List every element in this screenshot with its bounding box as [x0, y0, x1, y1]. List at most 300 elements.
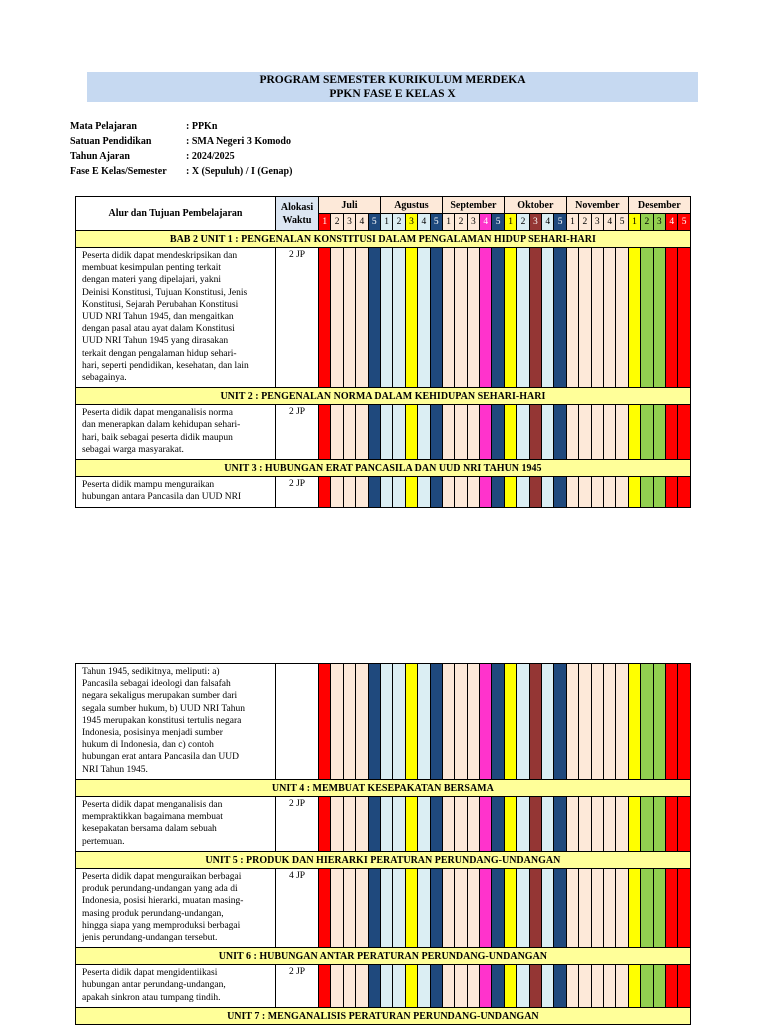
learning-objective-line: Pancasila sebagai ideologi dan falsafah — [82, 679, 231, 690]
week-cell — [579, 405, 591, 460]
week-cell — [380, 869, 392, 948]
week-cell — [579, 477, 591, 507]
week-cell — [393, 797, 405, 852]
week-cell — [603, 965, 615, 1008]
week-cell — [653, 405, 665, 460]
week-cell — [467, 869, 479, 948]
meta-value: : 2024/2025 — [186, 151, 235, 162]
week-cell — [480, 664, 492, 780]
week-cell — [492, 248, 504, 388]
meta-label: Fase E Kelas/Semester — [70, 166, 167, 177]
week-cell — [467, 965, 479, 1008]
week-cell — [319, 869, 331, 948]
week-cell — [504, 664, 516, 780]
week-cell — [430, 477, 442, 507]
learning-objective-line: produk perundang-undangan yang ada di — [82, 884, 238, 895]
schedule-table — [75, 196, 691, 508]
week-cell — [430, 797, 442, 852]
learning-objective-line: Tahun 1945, sedikitnya, meliputi: a) — [82, 667, 220, 677]
week-number: 4 — [666, 214, 678, 231]
week-cell — [467, 248, 479, 388]
week-cell — [529, 477, 541, 507]
week-cell — [480, 869, 492, 948]
learning-objective-line: Peserta didik dapat menganalisis dan — [82, 800, 223, 810]
section-title: UNIT 2 : PENGENALAN NORMA DALAM KEHIDUPAN SEHARI-HARI — [76, 388, 691, 405]
week-cell — [418, 477, 430, 507]
week-cell — [455, 405, 467, 460]
week-number: 1 — [442, 214, 454, 231]
week-cell — [554, 664, 566, 780]
week-cell — [331, 477, 343, 507]
month-header: September — [442, 197, 504, 214]
learning-objective-line: Peserta didik dapat mendeskripsikan dan — [82, 251, 238, 261]
learning-objective-line: dan menerapkan dalam kehidupan sehari- — [82, 420, 241, 431]
learning-objective-line: hubungan antara Pancasila dan UUD NRI — [82, 492, 242, 503]
week-cell — [678, 664, 690, 780]
week-cell — [641, 797, 653, 852]
week-cell — [331, 797, 343, 852]
alokasi-waktu-cell: 2 JP — [276, 797, 319, 852]
week-cell — [492, 405, 504, 460]
week-cell — [331, 965, 343, 1008]
week-number: 5 — [430, 214, 442, 231]
week-cell — [343, 869, 355, 948]
week-cell — [393, 664, 405, 780]
week-cell — [393, 869, 405, 948]
alokasi-waktu-cell: 2 JP — [276, 965, 319, 1008]
week-cell — [529, 797, 541, 852]
week-cell — [343, 477, 355, 507]
week-cell — [418, 405, 430, 460]
learning-objective-line: Peserta didik dapat menganalisis norma — [82, 408, 233, 419]
learning-objective-line: Peserta didik dapat menguraikan berbagai — [82, 872, 242, 882]
week-cell — [554, 965, 566, 1008]
week-cell — [418, 664, 430, 780]
week-cell — [604, 477, 616, 507]
week-cell — [319, 477, 331, 507]
week-cell — [566, 869, 578, 948]
alokasi-waktu-cell: 2 JP — [276, 405, 319, 460]
week-cell — [504, 965, 516, 1008]
week-cell — [653, 477, 665, 507]
week-cell — [579, 869, 591, 948]
week-cell — [566, 477, 578, 507]
week-cell — [591, 869, 603, 948]
week-cell — [480, 965, 492, 1008]
week-number: 1 — [380, 214, 392, 231]
week-number: 1 — [628, 214, 640, 231]
week-cell — [480, 248, 492, 388]
week-number: 4 — [356, 214, 368, 231]
week-cell — [628, 664, 640, 780]
week-cell — [542, 797, 554, 852]
meta-row — [70, 164, 292, 179]
meta-label: Satuan Pendidikan — [70, 136, 152, 147]
week-cell — [591, 477, 603, 507]
week-cell — [319, 405, 331, 460]
week-cell — [678, 965, 690, 1008]
week-cell — [628, 869, 640, 948]
week-cell — [368, 869, 380, 948]
week-cell — [405, 797, 417, 852]
learning-objective-line: Peserta didik mampu menguraikan — [82, 480, 215, 491]
table-row — [76, 797, 691, 852]
header-alur-tujuan: Alur dan Tujuan Pembelajaran — [76, 197, 276, 231]
learning-objective-line: NRI Tahun 1945. — [82, 764, 148, 775]
week-number: 3 — [653, 214, 665, 231]
learning-objective-cell — [76, 797, 276, 852]
week-cell — [529, 248, 541, 388]
week-cell — [678, 869, 690, 948]
week-number: 5 — [678, 214, 690, 231]
week-cell — [430, 664, 442, 780]
section-title: UNIT 7 : MENGANALISIS PERATURAN PERUNDANG-UNDANGAN — [76, 1008, 691, 1025]
week-number: 3 — [405, 214, 417, 231]
schedule-table — [75, 663, 691, 1025]
week-cell — [566, 797, 578, 852]
week-cell — [641, 664, 653, 780]
week-cell — [529, 965, 541, 1008]
week-cell — [542, 405, 554, 460]
week-cell — [430, 965, 442, 1008]
table-row — [76, 869, 691, 948]
week-cell — [678, 797, 690, 852]
week-cell — [529, 664, 541, 780]
week-cell — [442, 477, 454, 507]
week-number: 1 — [566, 214, 578, 231]
week-number: 3 — [467, 214, 479, 231]
week-cell — [603, 797, 615, 852]
week-number: 2 — [331, 214, 343, 231]
week-cell — [616, 869, 628, 948]
week-cell — [368, 405, 380, 460]
week-number: 2 — [517, 214, 529, 231]
week-cell — [430, 869, 442, 948]
learning-objective-line: hari, seperti pendidikan, kesehatan, dan lain — [82, 360, 249, 371]
week-cell — [418, 797, 430, 852]
week-cell — [517, 405, 529, 460]
week-cell — [343, 965, 355, 1008]
week-cell — [467, 797, 479, 852]
learning-objective-line: Peserta didik dapat mengidentiikasi — [82, 968, 218, 979]
learning-objective-line: membuat kesimpulan penting terkait — [82, 263, 222, 274]
section-row — [76, 388, 691, 405]
week-cell — [393, 248, 405, 388]
section-row — [76, 780, 691, 797]
week-cell — [343, 405, 355, 460]
week-cell — [591, 248, 603, 388]
learning-objective-line: hukum di Indonesia, dan c) contoh — [82, 740, 214, 751]
alokasi-waktu-cell: 2 JP — [276, 477, 319, 507]
week-cell — [504, 869, 516, 948]
week-cell — [542, 869, 554, 948]
week-cell — [653, 664, 665, 780]
week-cell — [641, 477, 653, 507]
week-cell — [380, 477, 392, 507]
week-cell — [591, 797, 603, 852]
meta-value: : PPKn — [186, 121, 218, 132]
week-cell — [517, 797, 529, 852]
learning-objective-line: 1945 merupakan konstitusi tertulis negara — [82, 715, 242, 726]
week-cell — [591, 405, 603, 460]
week-cell — [542, 248, 554, 388]
week-cell — [666, 405, 678, 460]
week-number: 2 — [579, 214, 591, 231]
learning-objective-line: UUD NRI Tahun 1945, dan mengaitkan — [82, 312, 234, 323]
week-cell — [380, 797, 392, 852]
week-cell — [653, 965, 665, 1008]
learning-objective-line: UUD NRI Tahun 1945 yang dirasakan — [82, 336, 229, 347]
week-cell — [331, 248, 343, 388]
week-cell — [418, 248, 430, 388]
week-cell — [603, 664, 615, 780]
week-number: 5 — [554, 214, 566, 231]
week-cell — [579, 965, 591, 1008]
week-cell — [678, 248, 690, 388]
week-cell — [380, 965, 392, 1008]
week-cell — [517, 869, 529, 948]
header-row-months — [76, 197, 691, 214]
week-cell — [628, 965, 640, 1008]
week-cell — [628, 405, 640, 460]
week-cell — [529, 869, 541, 948]
week-cell — [529, 405, 541, 460]
learning-objective-line: hubungan antar perundang-undangan, — [82, 980, 226, 991]
table-row — [76, 405, 691, 460]
week-number: 2 — [455, 214, 467, 231]
week-cell — [430, 405, 442, 460]
learning-objective-line: hari, baik sebagai peserta didik maupun — [82, 432, 233, 443]
week-cell — [604, 248, 616, 388]
learning-objective-line: masing produk perundang-undangan, — [82, 908, 224, 919]
week-cell — [430, 248, 442, 388]
week-cell — [405, 965, 417, 1008]
document-title-line-1: PROGRAM SEMESTER KURIKULUM MERDEKA — [259, 74, 526, 86]
alokasi-waktu-cell: 4 JP — [276, 869, 319, 948]
week-cell — [641, 965, 653, 1008]
week-cell — [628, 477, 640, 507]
week-cell — [504, 797, 516, 852]
week-number: 5 — [616, 214, 628, 231]
week-cell — [616, 477, 628, 507]
week-cell — [467, 664, 479, 780]
learning-objective-line: hubungan erat antara Pancasila dan UUD — [82, 752, 239, 763]
week-cell — [666, 477, 678, 507]
week-cell — [492, 797, 504, 852]
learning-objective-line: dengan pasal atau ayat dalam Konstitusi — [82, 324, 235, 335]
week-number: 4 — [480, 214, 492, 231]
week-cell — [603, 869, 615, 948]
learning-objective-line: Indonesia, posisinya menjadi sumber — [82, 728, 223, 739]
learning-objective-cell — [76, 248, 276, 388]
week-cell — [455, 797, 467, 852]
section-row — [76, 852, 691, 869]
week-cell — [480, 797, 492, 852]
week-cell — [616, 797, 628, 852]
week-cell — [566, 664, 578, 780]
week-cell — [319, 664, 331, 780]
week-number: 5 — [368, 214, 380, 231]
schedule-table-page-2 — [75, 663, 691, 1025]
learning-objective-line: negara sekaligus merupakan sumber dari — [82, 691, 238, 702]
week-cell — [368, 248, 380, 388]
section-row — [76, 231, 691, 248]
week-cell — [442, 797, 454, 852]
meta-value: : X (Sepuluh) / I (Genap) — [186, 166, 293, 177]
month-header: November — [566, 197, 628, 214]
week-cell — [480, 477, 492, 507]
week-cell — [442, 248, 454, 388]
week-number: 4 — [542, 214, 554, 231]
week-cell — [616, 664, 628, 780]
week-cell — [405, 248, 417, 388]
week-cell — [356, 248, 368, 388]
week-cell — [418, 869, 430, 948]
table-row — [76, 965, 691, 1008]
section-row — [76, 948, 691, 965]
week-cell — [343, 797, 355, 852]
week-cell — [504, 248, 516, 388]
week-cell — [566, 405, 578, 460]
week-number: 3 — [343, 214, 355, 231]
week-cell — [368, 477, 380, 507]
week-cell — [356, 797, 368, 852]
section-row — [76, 1008, 691, 1025]
learning-objective-cell — [76, 869, 276, 948]
week-cell — [442, 965, 454, 1008]
meta-row — [70, 119, 292, 134]
month-header: Juli — [319, 197, 381, 214]
week-cell — [331, 869, 343, 948]
learning-objective-line: sebagainya. — [82, 373, 127, 384]
meta-row — [70, 149, 292, 164]
learning-objective-cell — [76, 965, 276, 1008]
week-cell — [591, 664, 603, 780]
week-cell — [579, 797, 591, 852]
week-cell — [554, 477, 566, 507]
week-cell — [616, 248, 628, 388]
week-cell — [616, 965, 628, 1008]
section-title: UNIT 6 : HUBUNGAN ANTAR PERATURAN PERUNDANG-UNDANGAN — [76, 948, 691, 965]
week-cell — [566, 965, 578, 1008]
week-cell — [418, 965, 430, 1008]
week-cell — [641, 405, 653, 460]
week-cell — [343, 664, 355, 780]
table-row — [76, 248, 691, 388]
week-cell — [492, 965, 504, 1008]
week-cell — [641, 869, 653, 948]
alokasi-waktu-cell — [276, 664, 319, 780]
week-cell — [616, 405, 628, 460]
document-title-line-2: PPKN FASE E KELAS X — [329, 88, 456, 100]
week-number: 1 — [319, 214, 331, 231]
week-cell — [356, 965, 368, 1008]
learning-objective-line: segala sumber hukum, b) UUD NRI Tahun — [82, 703, 246, 714]
week-cell — [368, 664, 380, 780]
month-header: Desember — [628, 197, 690, 214]
learning-objective-line: Indonesia, posisi hierarki, muatan masing- — [82, 896, 244, 907]
week-cell — [641, 248, 653, 388]
learning-objective-line: dengan materi yang dipelajari, yakni — [82, 275, 222, 286]
week-cell — [653, 248, 665, 388]
week-cell — [542, 477, 554, 507]
document-title-box — [87, 72, 698, 102]
week-cell — [628, 248, 640, 388]
week-cell — [517, 477, 529, 507]
week-number: 1 — [504, 214, 516, 231]
week-cell — [517, 965, 529, 1008]
week-cell — [480, 405, 492, 460]
meta-value: : SMA Negeri 3 Komodo — [186, 136, 291, 147]
week-number: 4 — [418, 214, 430, 231]
week-cell — [554, 869, 566, 948]
week-cell — [319, 965, 331, 1008]
week-cell — [319, 248, 331, 388]
week-cell — [331, 664, 343, 780]
week-cell — [356, 869, 368, 948]
week-cell — [405, 405, 417, 460]
week-cell — [665, 965, 677, 1008]
week-cell — [591, 965, 603, 1008]
learning-objective-line: sebagai warga masyarakat. — [82, 444, 184, 455]
week-number: 2 — [393, 214, 405, 231]
week-cell — [554, 797, 566, 852]
week-cell — [442, 664, 454, 780]
week-cell — [455, 664, 467, 780]
learning-objective-cell — [76, 664, 276, 780]
week-cell — [356, 477, 368, 507]
schedule-table-page-1 — [75, 196, 691, 508]
week-cell — [368, 965, 380, 1008]
document-meta — [70, 119, 292, 179]
week-cell — [653, 869, 665, 948]
week-cell — [368, 797, 380, 852]
week-cell — [665, 664, 677, 780]
week-cell — [665, 797, 677, 852]
week-cell — [628, 797, 640, 852]
week-cell — [653, 797, 665, 852]
week-cell — [517, 664, 529, 780]
learning-objective-line: pertemuan. — [82, 836, 125, 847]
week-cell — [579, 664, 591, 780]
month-header: Agustus — [380, 197, 442, 214]
learning-objective-line: hingga siapa yang memproduksi berbagai — [82, 920, 241, 931]
table-row — [76, 664, 691, 780]
week-cell — [467, 477, 479, 507]
week-cell — [504, 477, 516, 507]
week-cell — [517, 248, 529, 388]
week-cell — [554, 405, 566, 460]
learning-objective-cell — [76, 405, 276, 460]
week-cell — [678, 405, 690, 460]
week-cell — [492, 869, 504, 948]
week-cell — [504, 405, 516, 460]
section-row — [76, 460, 691, 477]
week-cell — [579, 248, 591, 388]
learning-objective-line: kesepakatan bersama dalam sebuah — [82, 824, 217, 835]
header-alokasi-waktu: Alokasi Waktu — [276, 197, 319, 231]
week-cell — [405, 664, 417, 780]
learning-objective-line: jenis perundang-undangan tersebut. — [82, 933, 218, 944]
week-cell — [393, 477, 405, 507]
week-cell — [492, 664, 504, 780]
learning-objective-line: Deinisi Konstitusi, Tujuan Konstitusi, Jenis — [82, 287, 248, 298]
week-cell — [380, 664, 392, 780]
week-cell — [542, 965, 554, 1008]
week-number: 5 — [492, 214, 504, 231]
week-cell — [319, 797, 331, 852]
table-row — [76, 477, 691, 507]
